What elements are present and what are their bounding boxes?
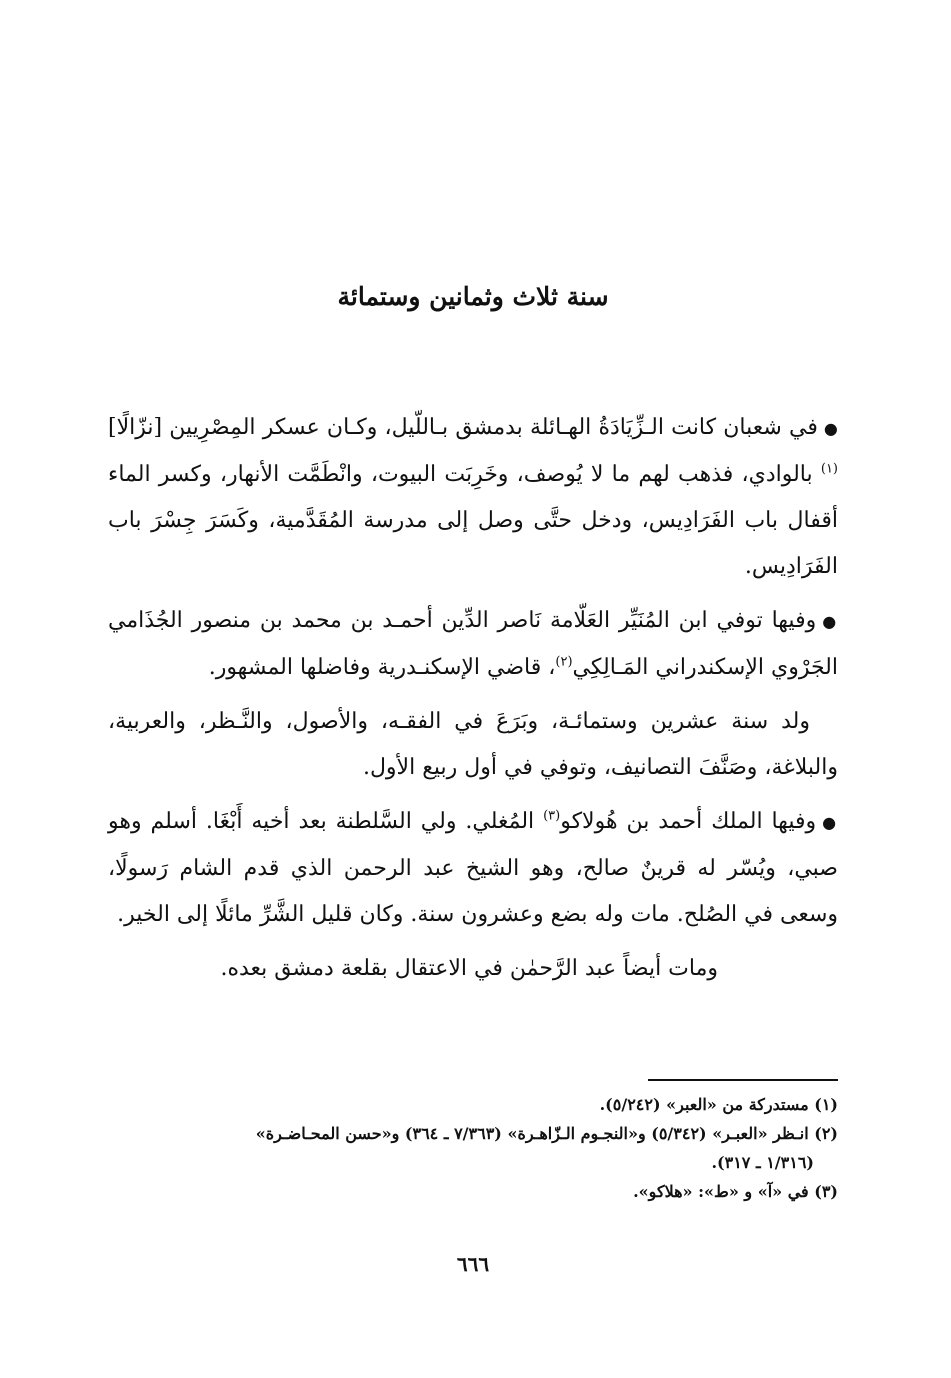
footnote-3: (٣) في «آ» و «ط»: «هلاكو».: [633, 1182, 838, 1201]
paragraph-abd-rahman: ومات أيضاً عبد الرَّحمٰن في الاعتقال بقلعة دمشق بعده.: [220, 956, 718, 981]
footnote-2-continued: (١/٣١٦ ـ ٣١٧).: [711, 1153, 814, 1172]
page-number: ٦٦٦: [456, 1252, 490, 1276]
paragraph-flood-text: في شعبان كانت الـزِّيَادَةُ الهـائلة بدمشق بـاللّيل، وكـان عسكر المِصْرِيين [نزّالًا]: [108, 415, 818, 440]
paragraph-king-ahmad-text-rest: المُغلي. ولي السَّلطنة بعد أخيه أَبْغَا. أسلم وهو صبي، ويُسّر له قرينٌ صالح، وهو الشيخ عبد الرحمن الذي قدم الشام رَسولًا، وسعى في الصُلح. مات وله بضع وعشرون سنة. وكان قليل الشَّرِّ مائلًا إلى الخير.: [108, 809, 838, 927]
main-text: [108, 405, 838, 992]
paragraph-ibn-munayyir-text-rest: ، قاضي الإسكنـدرية وفاضلها المشهور.: [208, 655, 556, 680]
footnote-ref-1: (١): [820, 461, 838, 477]
footnote-divider: [648, 1079, 838, 1081]
footnote-ref-2: (٢): [555, 654, 573, 670]
page-title: سنة ثلاث وثمانين وستمائة: [337, 282, 609, 311]
bullet-icon: ●: [823, 419, 838, 438]
bullet-icon: ●: [822, 612, 838, 631]
paragraph-king-ahmad: [108, 799, 838, 938]
footnote-1: (١) مستدركة من «العبر» (٥/٢٤٢).: [599, 1095, 838, 1114]
paragraph-ibn-munayyir-text: وفيها توفي ابن المُنَيِّر العَلّامة نَاصر الدِّين أحمـد بن محمد بن منصور الجُذَامي الجَرْوي الإسكندراني المَـالِكِي: [108, 608, 838, 680]
footnote-ref-3: (٣): [543, 808, 561, 824]
paragraph-flood-text-rest: بالوادي، فذهب لهم ما لا يُوصف، وخَرِبَت البيوت، وانْطَمَّت الأنهار، وكسر الماء أقفال باب الفَرَادِيس، ودخل حتَّى وصل إلى مدرسة المُقَدَّمية، وكَسَرَ جِسْرَ باب الفَرَادِيس.: [108, 462, 838, 579]
paragraph-king-ahmad-text: وفيها الملك أحمد بن هُولاكو: [560, 809, 817, 834]
book-page: [108, 0, 838, 1378]
paragraph-ibn-munayyir: [108, 598, 838, 691]
paragraph-birth: ولد سنة عشرين وستمائـة، وبَرَعَ في الفقـه، والأصول، والنَّـظر، والعربية، والبلاغة، وصَنَّفَ التصانيف، وتوفي في أول ربيع الأول.: [108, 709, 838, 780]
bullet-icon: ●: [822, 813, 839, 832]
footnote-2: (٢) انـظر «العبـر» (٥/٣٤٢) و«النجـوم الـزّاهـرة» (٧/٣٦٣ ـ ٣٦٤) و«حسن المحـاضـرة»: [255, 1124, 838, 1143]
footnotes: [108, 1090, 838, 1206]
paragraph-flood: [108, 405, 838, 590]
